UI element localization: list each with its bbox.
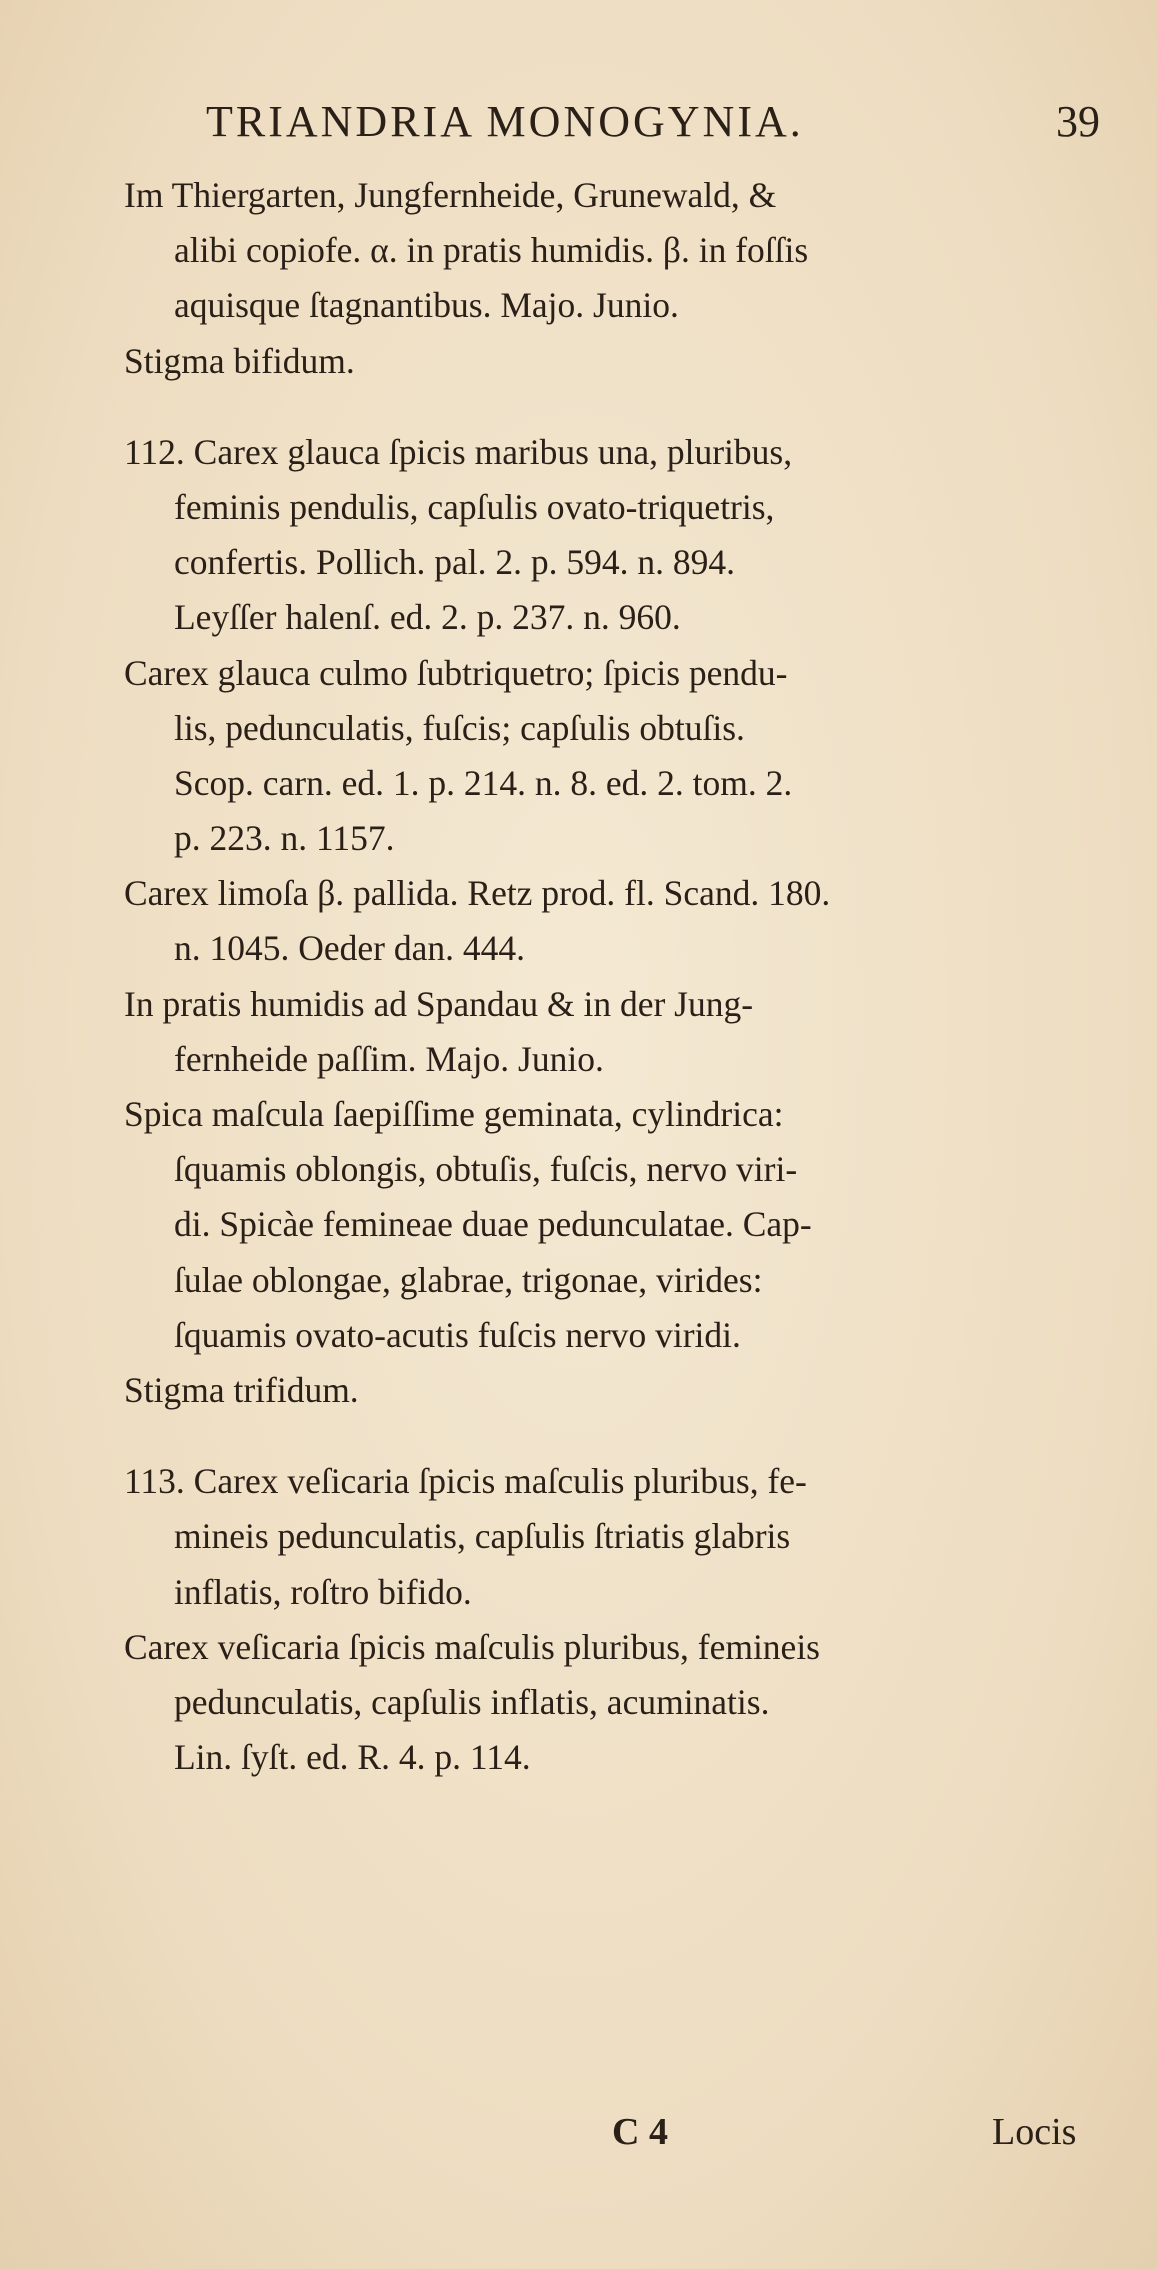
text-line: di. Spicàe femineae duae pedunculatae. Cap- [174, 1204, 812, 1245]
text-line: In pratis humidis ad Spandau & in der Jung- [124, 983, 754, 1024]
text-line: Stigma trifidum. [124, 1369, 359, 1410]
text-line: alibi copiofe. α. in pratis humidis. β. in foſſis [174, 230, 809, 271]
text-line: Spica maſcula ſaepiſſime geminata, cylindrica: [124, 1094, 784, 1134]
catchword: Locis [992, 2111, 1077, 2153]
text-line: Stigma bifidum. [124, 340, 355, 381]
running-head: TRIANDRIA MONOGYNIA. [206, 97, 804, 146]
text-line: 112. Carex glauca ſpicis maribus una, pluribus, [124, 431, 793, 472]
signature-mark: C 4 [612, 2111, 668, 2153]
page-number: 39 [1056, 97, 1100, 146]
text-line: lis, pedunculatis, fuſcis; capſulis obtuſis. [174, 707, 745, 748]
text-line: ſquamis ovato-acutis fuſcis nervo viridi. [174, 1314, 741, 1355]
text-line: Lin. ſyſt. ed. R. 4. p. 114. [174, 1737, 531, 1778]
text-line: aquisque ſtagnantibus. Majo. Junio. [174, 285, 679, 326]
text-line: n. 1045. Oeder dan. 444. [174, 928, 525, 969]
text-line: pedunculatis, capſulis inflatis, acuminatis. [174, 1681, 770, 1722]
text-line: Carex limoſa β. pallida. Retz prod. fl. Scand. 180. [124, 873, 831, 914]
text-line: Im Thiergarten, Jungfernheide, Grunewald, & [124, 175, 777, 215]
page-header [200, 96, 1100, 156]
page-footer [0, 2110, 1157, 2170]
text-line: Carex glauca culmo ſubtriquetro; ſpicis pendu- [124, 652, 788, 693]
text-line: ſquamis oblongis, obtuſis, fuſcis, nervo viri- [174, 1149, 798, 1190]
text-line: p. 223. n. 1157. [174, 818, 395, 859]
text-line: Scop. carn. ed. 1. p. 214. n. 8. ed. 2. tom. 2. [174, 762, 793, 803]
text-line: 113. Carex veſicaria ſpicis maſculis pluribus, fe- [124, 1461, 807, 1502]
text-line: inflatis, roſtro bifido. [174, 1571, 472, 1612]
text-line: confertis. Pollich. pal. 2. p. 594. n. 894. [174, 542, 736, 583]
text-line: ſulae oblongae, glabrae, trigonae, virides: [174, 1259, 763, 1300]
text-line: fernheide paſſim. Majo. Junio. [174, 1038, 604, 1079]
text-line: mineis pedunculatis, capſulis ſtriatis glabris [174, 1516, 791, 1557]
text-line: Carex veſicaria ſpicis maſculis pluribus, femineis [124, 1626, 820, 1667]
text-line: feminis pendulis, capſulis ovato-triquetris, [174, 486, 775, 527]
body-text [124, 168, 1124, 1785]
text-line: Leyſſer halenſ. ed. 2. p. 237. n. 960. [174, 597, 681, 638]
